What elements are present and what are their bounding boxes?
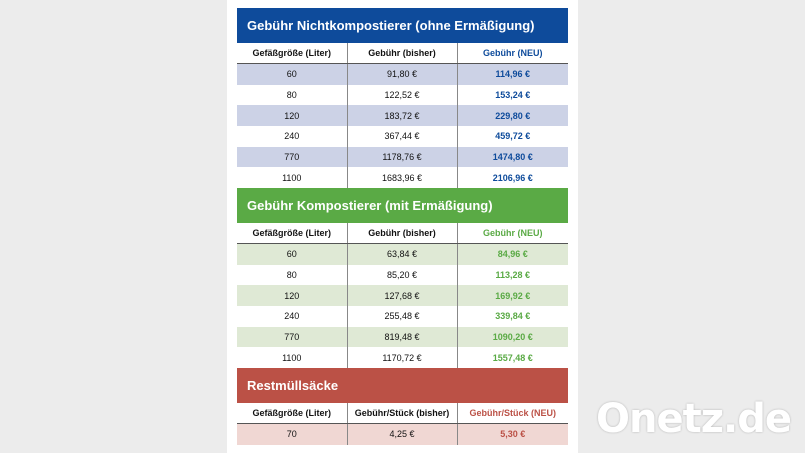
fee-table-restmuellsaecke (237, 403, 568, 445)
table-row (237, 285, 568, 306)
size-cell: 1100 (282, 352, 302, 363)
size-cell: 120 (237, 105, 347, 126)
new-fee-cell: 84,96 € (457, 244, 568, 265)
size-cell: 770 (237, 327, 347, 348)
table-row (237, 265, 568, 286)
size-cell: 240 (284, 131, 300, 142)
section-title-kompostierer: Gebühr Kompostierer (mit Ermäßigung) (237, 188, 568, 223)
size-cell: 60 (237, 244, 347, 265)
old-fee-cell: 819,48 € (347, 327, 457, 348)
table-row (237, 347, 568, 368)
table-row (237, 424, 568, 445)
column-header-new-fee: Gebühr/Stück (NEU) (457, 403, 568, 424)
table-row (237, 105, 568, 126)
old-fee-cell: 127,68 € (347, 285, 457, 306)
size-cell: 80 (286, 90, 297, 101)
column-header-size: Gefäßgröße (Liter) (237, 403, 347, 424)
table-row (237, 306, 568, 327)
fee-table-kompostierer (237, 223, 568, 368)
old-fee-cell: 63,84 € (347, 244, 457, 265)
column-header-old-fee: Gebühr (bisher) (347, 223, 457, 244)
size-cell: 120 (237, 285, 347, 306)
new-fee-cell: 114,96 € (457, 64, 568, 85)
old-fee-cell: 122,52 € (347, 85, 457, 106)
section-title-nichtkompostierer: Gebühr Nichtkompostierer (ohne Ermäßigung) (237, 8, 568, 43)
section-title-restmuellsaecke: Restmüllsäcke (237, 368, 568, 403)
old-fee-cell: 1683,96 € (347, 167, 457, 188)
new-fee-cell: 229,80 € (457, 105, 568, 126)
old-fee-cell: 1178,76 € (347, 147, 457, 168)
new-fee-cell: 339,84 € (457, 306, 568, 327)
old-fee-cell: 4,25 € (347, 424, 457, 445)
table-header-row (237, 43, 568, 64)
new-fee-cell: 459,72 € (457, 126, 568, 147)
column-header-size: Gefäßgröße (Liter) (237, 43, 347, 64)
table-row (237, 126, 568, 147)
column-header-size: Gefäßgröße (Liter) (237, 223, 347, 244)
column-header-old-fee: Gebühr/Stück (bisher) (347, 403, 457, 424)
size-cell: 240 (284, 311, 300, 322)
new-fee-cell: 153,24 € (457, 85, 568, 106)
old-fee-cell: 85,20 € (347, 265, 457, 286)
onetz-watermark-logo: Onetz.de (596, 396, 791, 442)
fee-table-nichtkompostierer (237, 43, 568, 188)
table-row (237, 244, 568, 265)
table-header-row (237, 403, 568, 424)
new-fee-cell: 5,30 € (457, 424, 568, 445)
new-fee-cell: 1474,80 € (457, 147, 568, 168)
old-fee-cell: 255,48 € (347, 306, 457, 327)
table-row (237, 64, 568, 85)
size-cell: 770 (237, 147, 347, 168)
table-row (237, 167, 568, 188)
fee-table-panel (227, 0, 578, 453)
column-header-old-fee: Gebühr (bisher) (347, 43, 457, 64)
column-header-new-fee: Gebühr (NEU) (457, 43, 568, 64)
new-fee-cell: 1557,48 € (457, 347, 568, 368)
size-cell: 80 (286, 270, 297, 281)
table-header-row (237, 223, 568, 244)
new-fee-cell: 1090,20 € (457, 327, 568, 348)
table-row (237, 85, 568, 106)
table-row (237, 147, 568, 168)
new-fee-cell: 113,28 € (457, 265, 568, 286)
old-fee-cell: 1170,72 € (347, 347, 457, 368)
size-cell: 60 (237, 64, 347, 85)
old-fee-cell: 91,80 € (347, 64, 457, 85)
column-header-new-fee: Gebühr (NEU) (457, 223, 568, 244)
old-fee-cell: 367,44 € (347, 126, 457, 147)
old-fee-cell: 183,72 € (347, 105, 457, 126)
size-cell: 70 (237, 424, 347, 445)
new-fee-cell: 2106,96 € (457, 167, 568, 188)
size-cell: 1100 (282, 172, 302, 183)
table-row (237, 327, 568, 348)
new-fee-cell: 169,92 € (457, 285, 568, 306)
